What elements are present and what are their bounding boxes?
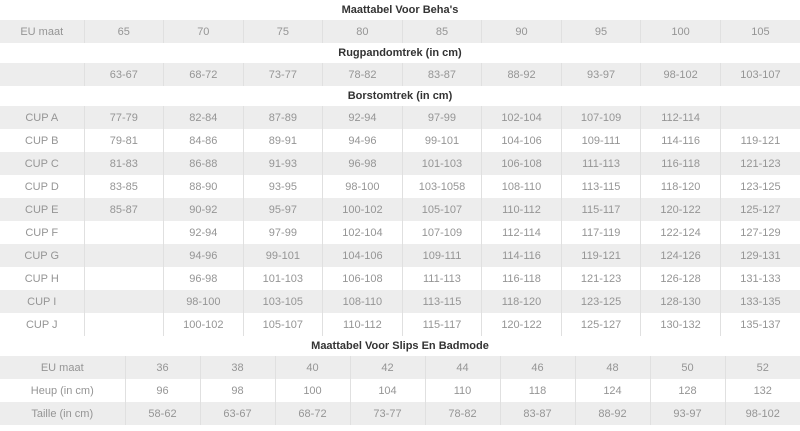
row-label — [0, 63, 84, 86]
cell: 123-125 — [720, 175, 800, 198]
cell: 108-110 — [482, 175, 562, 198]
cell: 38 — [200, 356, 275, 379]
bust-measure-header-row — [0, 86, 800, 106]
row-label: Taille (in cm) — [0, 402, 125, 425]
row-cup-g — [0, 244, 800, 267]
cell: 92-94 — [164, 221, 244, 244]
cell: 105-107 — [402, 198, 482, 221]
cell: 44 — [425, 356, 500, 379]
cell — [720, 106, 800, 129]
cell — [84, 221, 164, 244]
cell: 107-109 — [402, 221, 482, 244]
cell: 52 — [725, 356, 800, 379]
slips-table-title: Maattabel Voor Slips En Badmode — [0, 336, 800, 356]
cell: 111-113 — [561, 152, 641, 175]
cell: 86-88 — [164, 152, 244, 175]
row-cup-h — [0, 267, 800, 290]
cell: 132 — [725, 379, 800, 402]
cell: 82-84 — [164, 106, 244, 129]
cell: 103-105 — [243, 290, 323, 313]
cell: 96 — [125, 379, 200, 402]
cell: 110 — [425, 379, 500, 402]
slips-size-table — [0, 336, 800, 425]
row-label: CUP H — [24, 272, 59, 285]
cell: 93-97 — [650, 402, 725, 425]
row-label: EU maat — [0, 20, 84, 43]
cell: 122-124 — [641, 221, 721, 244]
cell: 94-96 — [164, 244, 244, 267]
cell: 114-116 — [641, 129, 721, 152]
cell — [84, 267, 164, 290]
cell: 48 — [575, 356, 650, 379]
cell: 102-104 — [323, 221, 403, 244]
cell: 112-114 — [641, 106, 721, 129]
cell: 133-135 — [720, 290, 800, 313]
bra-table-title: Maattabel Voor Beha's — [0, 0, 800, 20]
cell: 73-77 — [243, 63, 323, 86]
cell: 83-87 — [402, 63, 482, 86]
cell: 115-117 — [402, 313, 482, 336]
cell: 120-122 — [482, 313, 562, 336]
cell: 128-130 — [641, 290, 721, 313]
cell: 92-94 — [323, 106, 403, 129]
cell: 98-102 — [641, 63, 721, 86]
cell: 126-128 — [641, 267, 721, 290]
cell: 118-120 — [482, 290, 562, 313]
cell: 128 — [650, 379, 725, 402]
cell: 106-108 — [482, 152, 562, 175]
cell: 98-100 — [164, 290, 244, 313]
cell: 102-104 — [482, 106, 562, 129]
cell: 93-97 — [561, 63, 641, 86]
row-slip-eu-maat — [0, 356, 800, 379]
cell: 104 — [350, 379, 425, 402]
cell: 135-137 — [720, 313, 800, 336]
cell: 104-106 — [482, 129, 562, 152]
cell: 111-113 — [402, 267, 482, 290]
cell: 119-121 — [561, 244, 641, 267]
row-cup-b — [0, 129, 800, 152]
row-label: CUP I — [0, 290, 84, 313]
cell: 98-100 — [323, 175, 403, 198]
cell: 109-111 — [402, 244, 482, 267]
cell: 88-92 — [482, 63, 562, 86]
row-label: EU maat — [0, 356, 125, 379]
cell: 100-102 — [323, 198, 403, 221]
cell: 124 — [575, 379, 650, 402]
cell: 83-85 — [84, 175, 164, 198]
cell: 77-79 — [84, 106, 164, 129]
cell: 75 — [243, 20, 323, 43]
cell: 119-121 — [720, 129, 800, 152]
row-heup — [0, 379, 800, 402]
row-label: CUP C — [0, 152, 84, 175]
cell: 94-96 — [323, 129, 403, 152]
cell: 112-114 — [482, 221, 562, 244]
row-cup-f — [0, 221, 800, 244]
cell: 85 — [402, 20, 482, 43]
cell: 106-108 — [323, 267, 403, 290]
cell — [84, 244, 164, 267]
cell: 109-111 — [561, 129, 641, 152]
cell: 90 — [482, 20, 562, 43]
cell: 46 — [500, 356, 575, 379]
cell: 121-123 — [561, 267, 641, 290]
cell: 85-87 — [84, 198, 164, 221]
cell — [84, 313, 164, 336]
cell: 125-127 — [720, 198, 800, 221]
cell: 114-116 — [482, 244, 562, 267]
cell: 90-92 — [164, 198, 244, 221]
row-label: CUP A — [0, 106, 84, 129]
cell: 42 — [350, 356, 425, 379]
cell: 95-97 — [243, 198, 323, 221]
cell: 100 — [641, 20, 721, 43]
cell: 78-82 — [425, 402, 500, 425]
cell: 101-103 — [243, 267, 323, 290]
cell: 121-123 — [720, 152, 800, 175]
cell: 116-118 — [641, 152, 721, 175]
cell: 40 — [275, 356, 350, 379]
cell: 117-119 — [561, 221, 641, 244]
cell: 58-62 — [125, 402, 200, 425]
cell: 103-1058 — [402, 175, 482, 198]
row-label: CUP D — [24, 180, 59, 193]
cell: 63-67 — [84, 63, 164, 86]
cell: 127-129 — [720, 221, 800, 244]
cell: 110-112 — [482, 198, 562, 221]
cell: 68-72 — [275, 402, 350, 425]
cell: 105 — [720, 20, 800, 43]
bust-measure-header: Borstomtrek (in cm) — [0, 86, 800, 106]
cell: 70 — [164, 20, 244, 43]
cell: 97-99 — [402, 106, 482, 129]
row-label: CUP E — [0, 198, 84, 221]
cell: 83-87 — [500, 402, 575, 425]
cell: 131-133 — [720, 267, 800, 290]
cell: 84-86 — [164, 129, 244, 152]
cell: 96-98 — [164, 267, 244, 290]
cell: 89-91 — [243, 129, 323, 152]
cell: 129-131 — [720, 244, 800, 267]
cell: 63-67 — [200, 402, 275, 425]
cell: 107-109 — [561, 106, 641, 129]
cell: 98 — [200, 379, 275, 402]
cell: 110-112 — [323, 313, 403, 336]
cell: 104-106 — [323, 244, 403, 267]
row-cup-d — [0, 175, 800, 198]
row-eu-maat — [0, 20, 800, 43]
cell: 100 — [275, 379, 350, 402]
slips-table-title-row — [0, 336, 800, 356]
cell: 91-93 — [243, 152, 323, 175]
cell: 113-115 — [561, 175, 641, 198]
cell — [84, 290, 164, 313]
cell: 123-125 — [561, 290, 641, 313]
row-label: CUP G — [0, 244, 84, 267]
row-cup-a — [0, 106, 800, 129]
cell: 108-110 — [323, 290, 403, 313]
bra-table-title-row — [0, 0, 800, 20]
row-taille — [0, 402, 800, 425]
cell: 118 — [500, 379, 575, 402]
cell: 99-101 — [243, 244, 323, 267]
back-measure-header: Rugpandomtrek (in cm) — [0, 43, 800, 63]
row-cup-j — [0, 313, 800, 336]
cell: 95 — [561, 20, 641, 43]
cell: 97-99 — [243, 221, 323, 244]
row-cup-i — [0, 290, 800, 313]
row-cup-c — [0, 152, 800, 175]
cell: 65 — [84, 20, 164, 43]
row-back-measure — [0, 63, 800, 86]
row-label: CUP F — [25, 226, 59, 239]
cell: 130-132 — [641, 313, 721, 336]
cell: 100-102 — [164, 313, 244, 336]
cell: 88-90 — [164, 175, 244, 198]
cell: 101-103 — [402, 152, 482, 175]
cell: 73-77 — [350, 402, 425, 425]
cell: 103-107 — [720, 63, 800, 86]
cell: 124-126 — [641, 244, 721, 267]
cell: 78-82 — [323, 63, 403, 86]
cell: 79-81 — [84, 129, 164, 152]
cell: 113-115 — [402, 290, 482, 313]
back-measure-header-row — [0, 43, 800, 63]
cell: 118-120 — [641, 175, 721, 198]
cell: 81-83 — [84, 152, 164, 175]
cell: 36 — [125, 356, 200, 379]
row-label: CUP B — [25, 134, 59, 147]
cell: 96-98 — [323, 152, 403, 175]
cell: 68-72 — [164, 63, 244, 86]
cell: 99-101 — [402, 129, 482, 152]
row-label: CUP J — [25, 318, 58, 331]
cell: 125-127 — [561, 313, 641, 336]
cell: 116-118 — [482, 267, 562, 290]
row-label: Heup (in cm) — [30, 384, 94, 397]
cell: 87-89 — [243, 106, 323, 129]
cell: 80 — [323, 20, 403, 43]
cell: 88-92 — [575, 402, 650, 425]
cell: 120-122 — [641, 198, 721, 221]
cell: 98-102 — [725, 402, 800, 425]
cell: 50 — [650, 356, 725, 379]
cell: 105-107 — [243, 313, 323, 336]
cell: 93-95 — [243, 175, 323, 198]
row-cup-e — [0, 198, 800, 221]
cell: 115-117 — [561, 198, 641, 221]
